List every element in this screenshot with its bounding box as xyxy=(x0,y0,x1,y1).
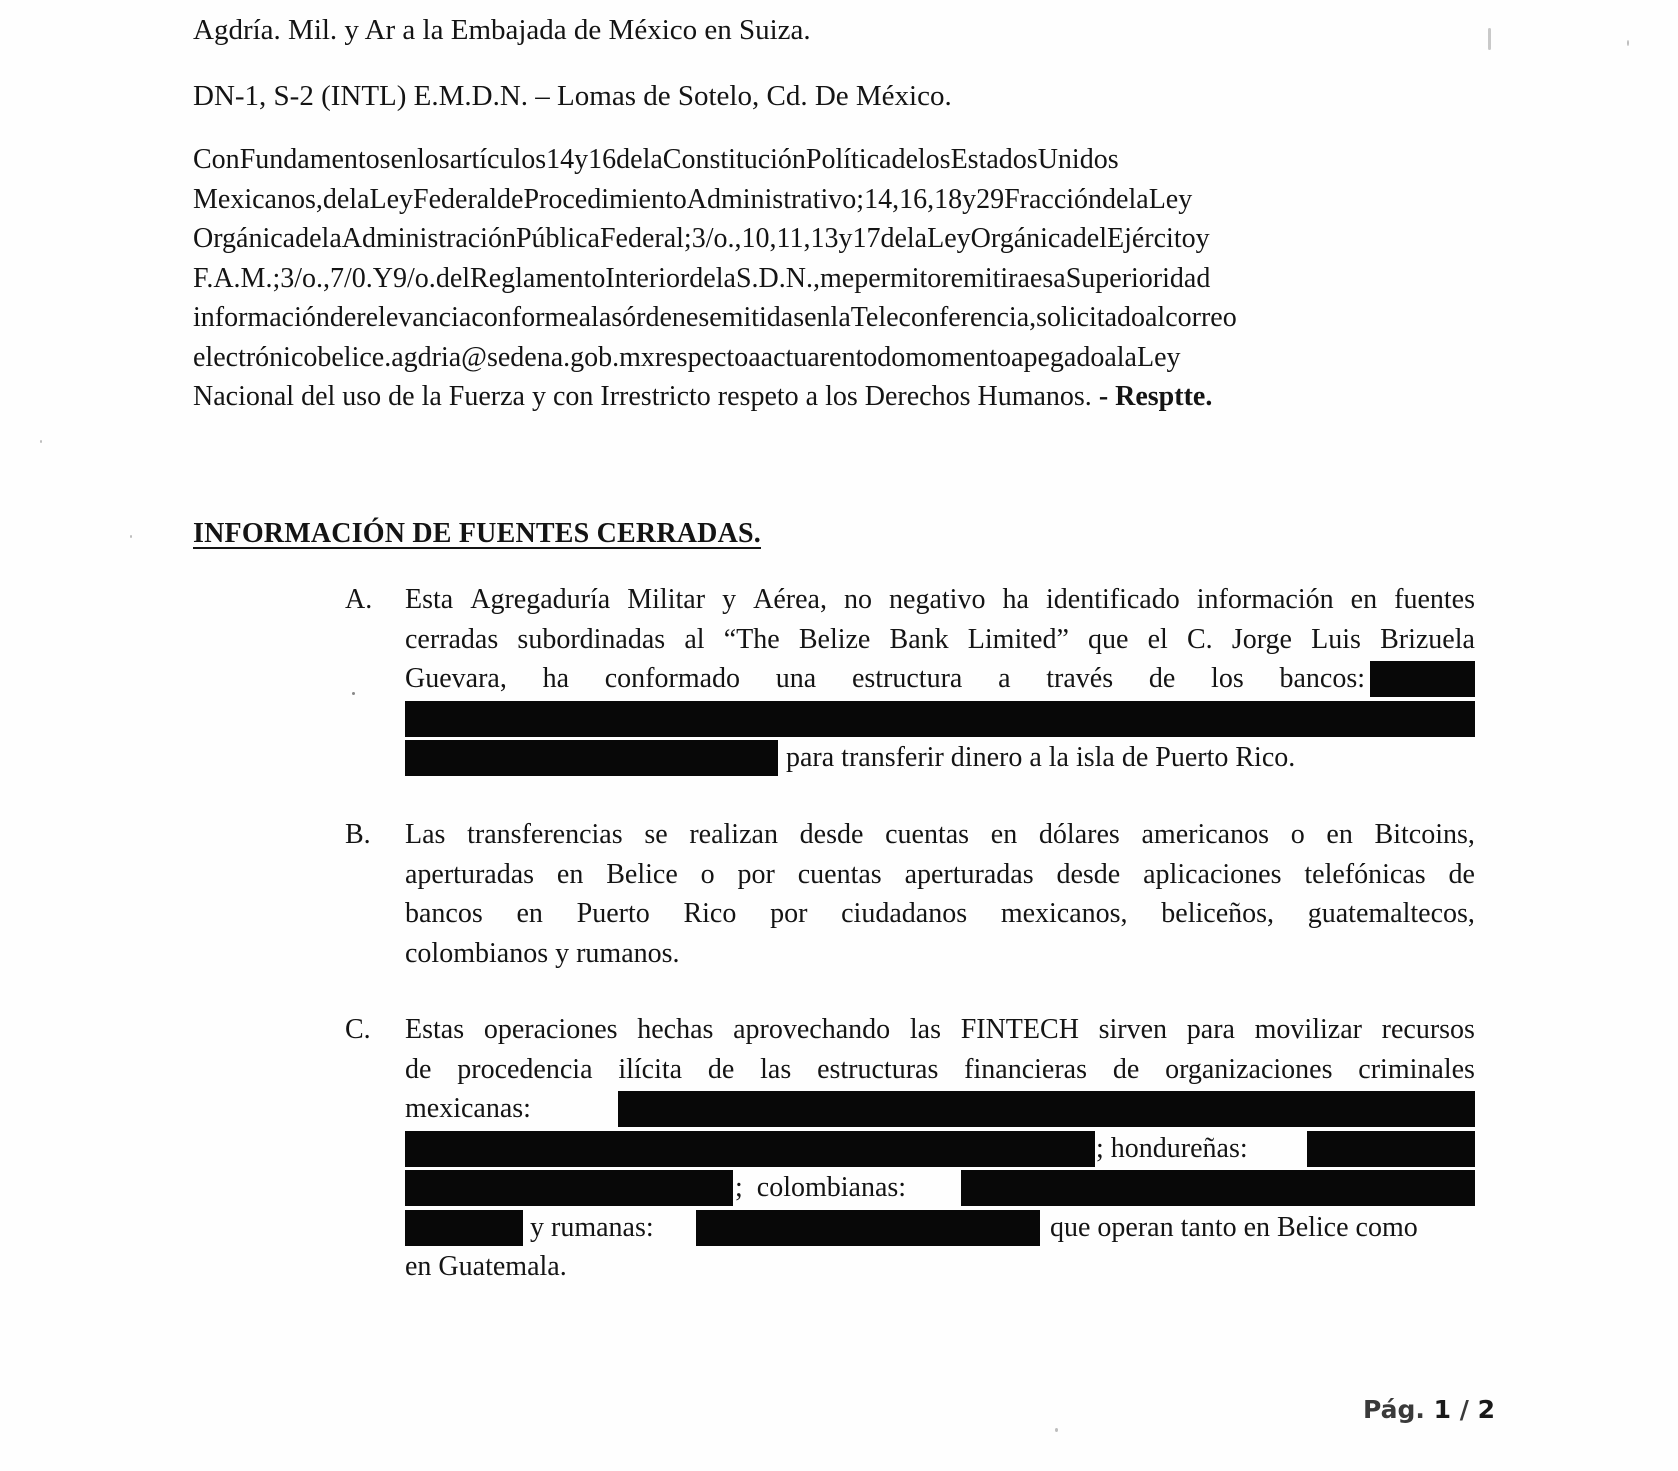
item-b-line-3: bancos en Puerto Rico por ciudadanos mexicanos, beliceños, guatemaltecos, xyxy=(405,898,1475,929)
item-b-line-2: aperturadas en Belice o por cuentas aperturadas desde aplicaciones telefónicas de xyxy=(405,858,1475,890)
section-heading: INFORMACIÓN DE FUENTES CERRADAS. xyxy=(193,518,761,549)
intro-line-3: OrgánicadelaAdministraciónPúblicaFederal;3/o.,10,11,13y17delaLeyOrgánicadelEjércitoy xyxy=(193,223,1210,254)
item-c-line-6: y rumanas: que operan tanto en Belice como xyxy=(405,1208,1475,1248)
item-c-line-5: ; colombianas: xyxy=(405,1168,1475,1208)
intro-line-4: F.A.M.;3/o.,7/0.Y9/o.delReglamentoInteriordelaS.D.N.,mepermitoremitiraesaSuperioridad xyxy=(193,262,1211,294)
scan-speck xyxy=(1488,28,1491,50)
item-a-line-2: cerradas subordinadas al “The Belize Bank Limited” que el C. Jorge Luis Brizuela xyxy=(405,623,1475,655)
intro-paragraph xyxy=(193,140,1475,417)
scan-speck xyxy=(130,535,132,538)
closing-resptte: - Resptte. xyxy=(1098,381,1213,412)
scan-speck xyxy=(40,440,42,443)
redaction-block xyxy=(405,701,1475,737)
scan-speck xyxy=(1627,40,1629,46)
item-b-line-1: Las transferencias se realizan desde cuentas en dólares americanos o en Bitcoins, xyxy=(405,819,1475,850)
page-separator: / xyxy=(1459,1395,1469,1424)
header-line-1: Agdría. Mil. y Ar a la Embajada de México en Suiza. xyxy=(193,14,811,46)
scan-speck xyxy=(1055,1428,1058,1432)
redaction-block xyxy=(961,1170,1475,1206)
item-c-line-3: mexicanas: xyxy=(405,1089,1475,1129)
redaction-block xyxy=(1370,661,1475,697)
page-total: 2 xyxy=(1477,1395,1496,1424)
item-c-line-2: de procedencia ilícita de las estructuras financieras de organizaciones criminales xyxy=(405,1053,1475,1085)
redaction-block xyxy=(405,1131,1095,1167)
redaction-block xyxy=(405,1170,733,1206)
item-a-line-5: para transferir dinero a la isla de Puerto Rico. xyxy=(405,738,1475,778)
header-line-2: DN-1, S-2 (INTL) E.M.D.N. – Lomas de Sotelo, Cd. De México. xyxy=(193,80,952,112)
intro-line-6: electrónicobelice.agdria@sedena.gob.mxrespectoaactuarentodomomentoapegadoalaLey xyxy=(193,341,1181,373)
intro-line-1: ConFundamentosenlosartículos14y16delaConstituciónPolíticadelosEstadosUnidos xyxy=(193,144,1119,175)
item-a-line-4 xyxy=(405,699,1475,739)
item-letter-b: B. xyxy=(345,819,371,850)
item-letter-c: C. xyxy=(345,1014,371,1045)
list-item-a xyxy=(345,580,1475,780)
page-number xyxy=(1363,1395,1495,1424)
item-a-line-3: Guevara, ha conformado una estructura a través de los bancos: xyxy=(405,659,1475,699)
redaction-block xyxy=(405,740,778,776)
item-a-line-1: Esta Agregaduría Militar y Aérea, no negativo ha identificado información en fuentes xyxy=(405,584,1475,615)
list-item-c xyxy=(345,1010,1475,1300)
redaction-block xyxy=(618,1091,1475,1127)
intro-line-5: informaciónderelevanciaconformealasórdenesemitidasenlaTeleconferencia,solicitadoalcorreo xyxy=(193,302,1237,333)
item-c-line-4: ; hondureñas: xyxy=(405,1129,1475,1169)
page-label: Pág. xyxy=(1363,1395,1425,1424)
redaction-block xyxy=(1307,1131,1475,1167)
item-b-line-4: colombianos y rumanos. xyxy=(405,937,680,969)
intro-line-2: Mexicanos,delaLeyFederaldeProcedimientoAdministrativo;14,16,18y29FraccióndelaLey xyxy=(193,183,1193,215)
list-item-b xyxy=(345,815,1475,975)
item-letter-a: A. xyxy=(345,584,373,615)
item-c-line-1: Estas operaciones hechas aprovechando las FINTECH sirven para movilizar recursos xyxy=(405,1014,1475,1045)
redaction-block xyxy=(405,1210,523,1246)
item-c-line-7: en Guatemala. xyxy=(405,1251,567,1282)
redaction-block xyxy=(696,1210,1040,1246)
page-current: 1 xyxy=(1433,1395,1452,1424)
scan-speck xyxy=(352,692,355,695)
intro-line-7: Nacional del uso de la Fuerza y con Irrestricto respeto a los Derechos Humanos. - Resptte. xyxy=(193,381,1213,412)
